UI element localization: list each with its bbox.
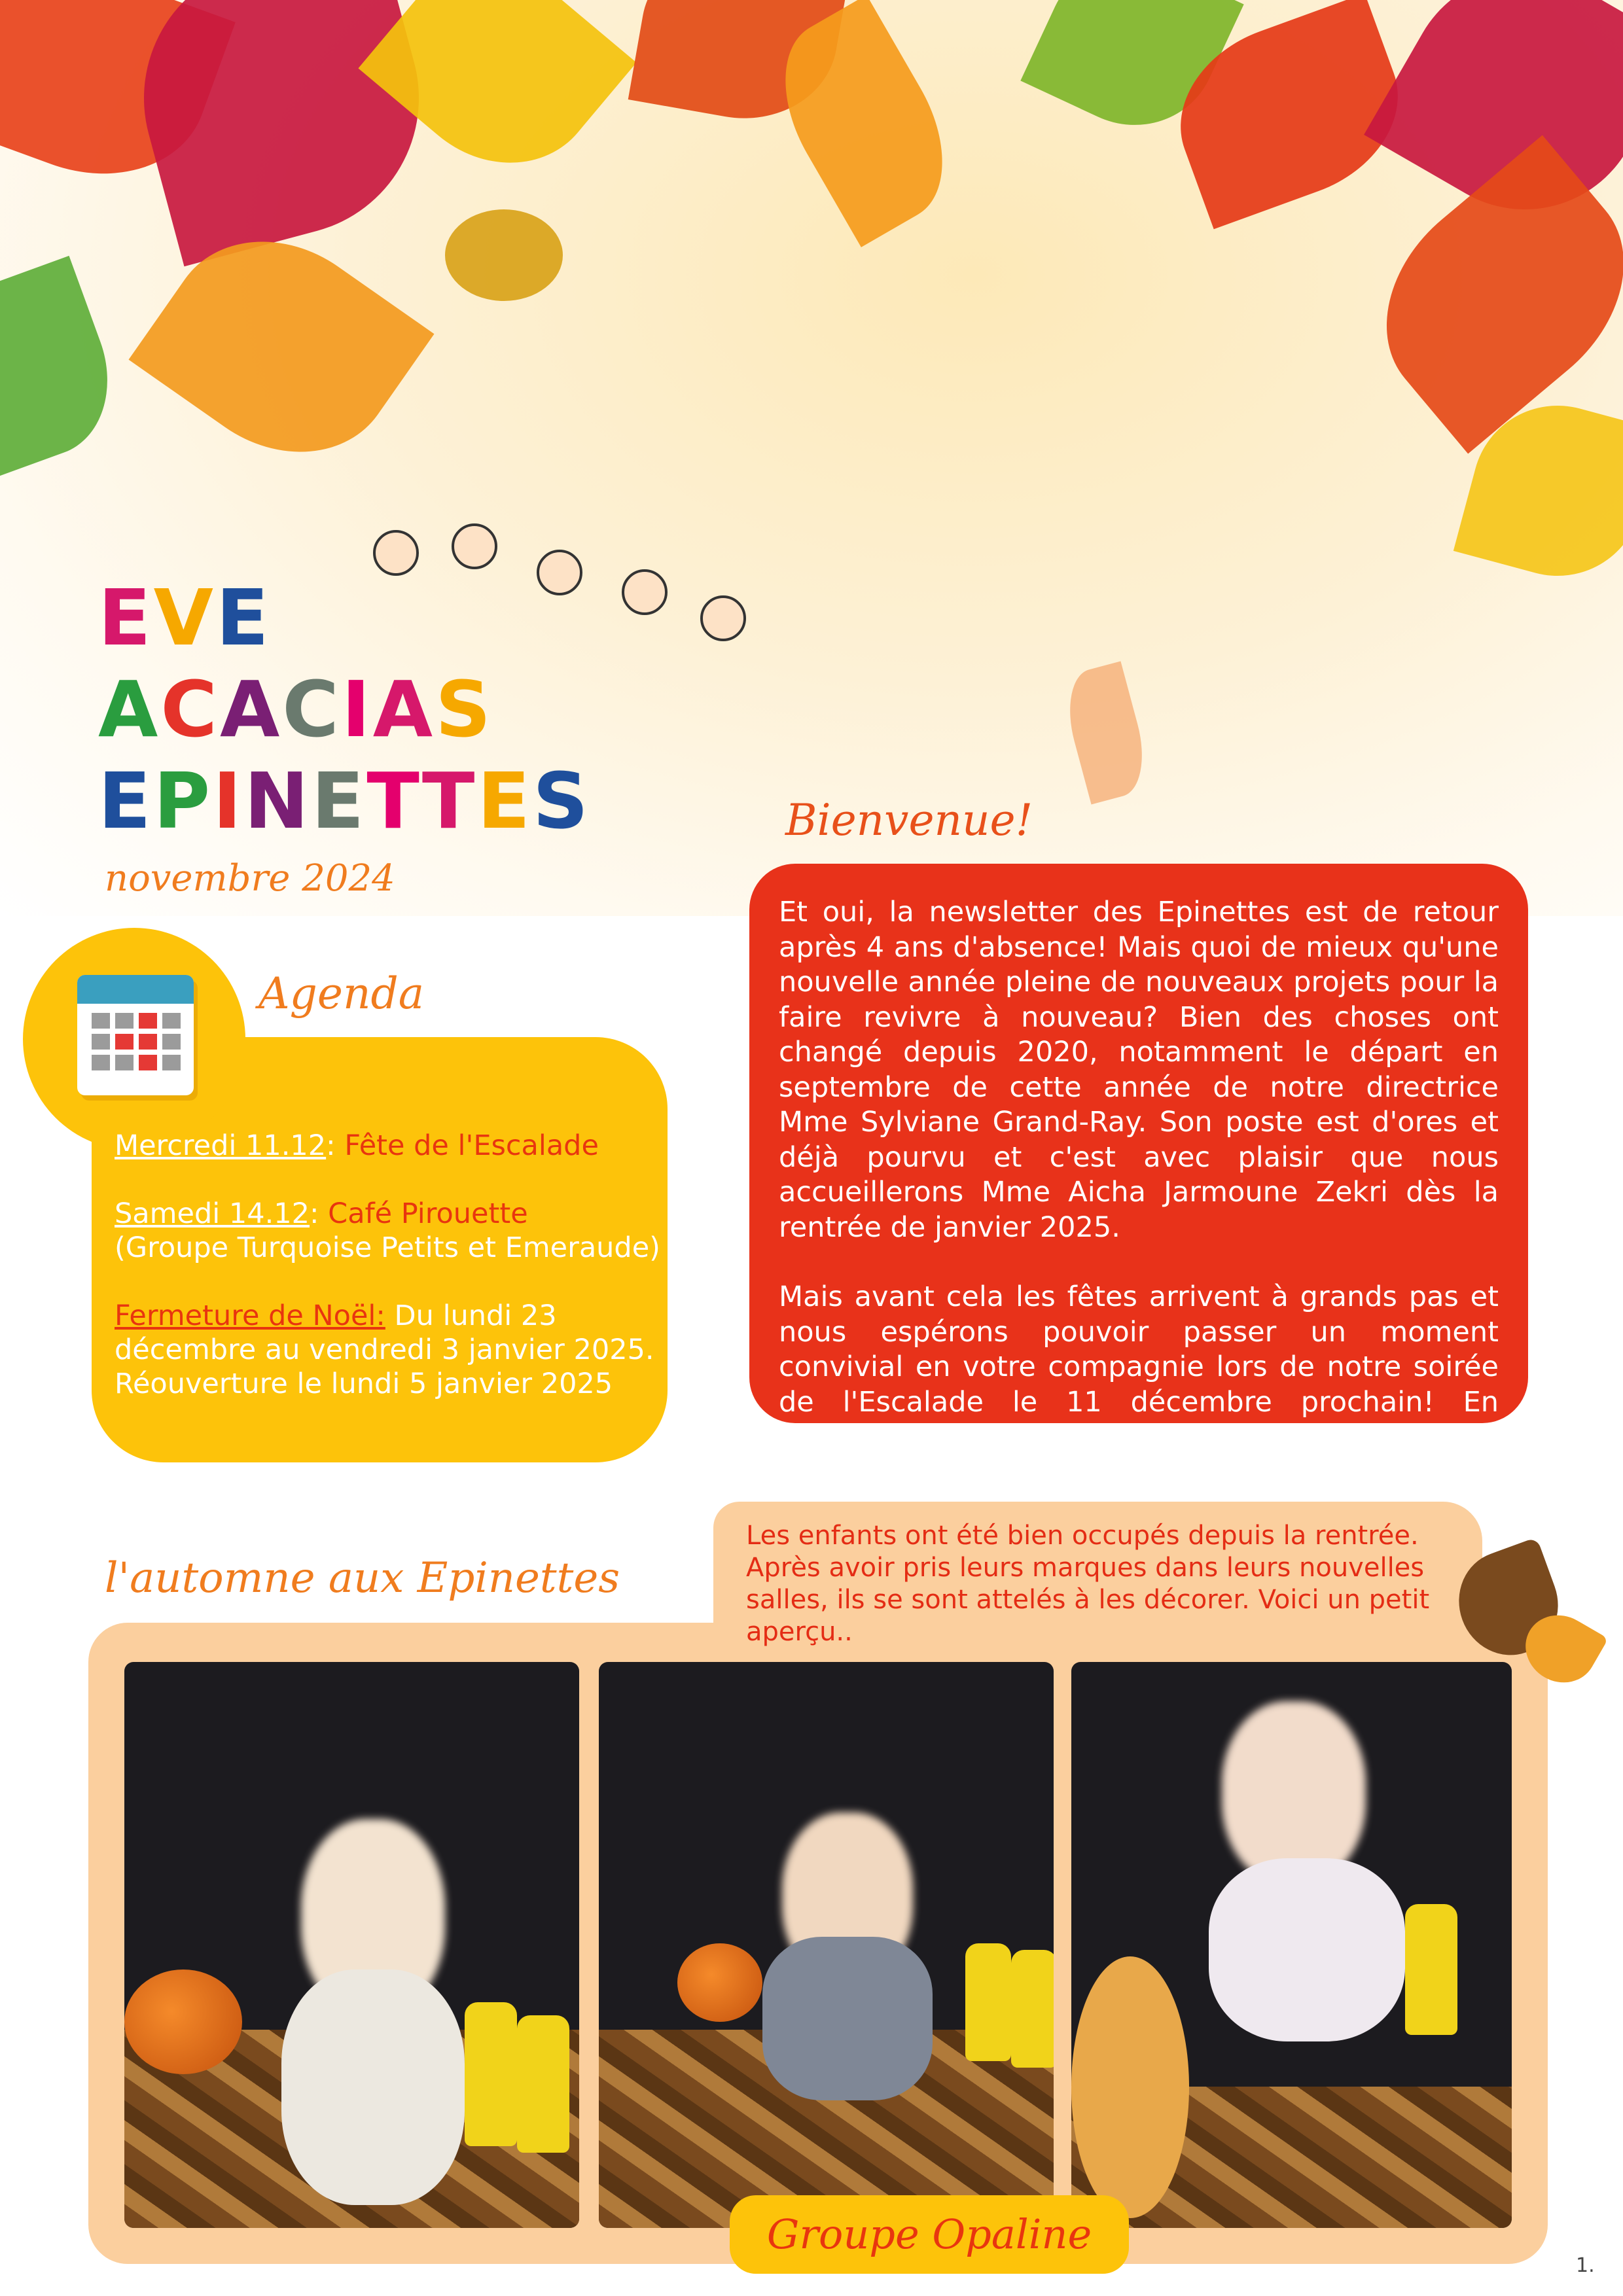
issue-date: novembre 2024 bbox=[105, 857, 395, 900]
agenda-date: Fermeture de Noël: bbox=[115, 1299, 385, 1332]
photo-child-3 bbox=[1071, 1662, 1512, 2228]
agenda-title: Agenda bbox=[259, 968, 425, 1019]
logo-line-3: EPINETTES bbox=[98, 756, 591, 846]
calendar-icon bbox=[77, 975, 194, 1095]
page-number: 1. bbox=[1576, 2254, 1595, 2277]
agenda-date: Samedi 14.12 bbox=[115, 1197, 310, 1230]
welcome-paragraph: Et oui, la newsletter des Epinettes est de retour après 4 ans d'absence! Mais quoi de mieux qu'une nouvelle année pleine de nouveaux projets pour la faire revivre à nouveau? Bien des choses ont changé depuis 2020, notamment le départ en septembre de cette année de notre directrice Mme Sylviane Grand-Ray. Son poste est d'ores et déjà pourvu et c'est avec plaisir que nous accueillerons Mme Aicha Jarmoune Zekri dès la rentrée de janvier 2025. bbox=[779, 896, 1499, 1244]
autumn-intro-text: Les enfants ont été bien occupés depuis la rentrée. Après avoir pris leurs marques dans leurs nouvelles salles, ils se sont attelés à les décorer. Voici un petit aperçu.. bbox=[746, 1521, 1430, 1647]
separator: : bbox=[310, 1197, 319, 1230]
photo-child-1 bbox=[124, 1662, 579, 2228]
photo-child-2 bbox=[599, 1662, 1054, 2228]
agenda-item bbox=[115, 1129, 664, 1163]
agenda-event: Café Pirouette bbox=[328, 1197, 528, 1230]
group-label: Groupe Opaline bbox=[730, 2195, 1129, 2274]
children-illustration bbox=[360, 523, 766, 720]
agenda-date: Mercredi 11.12 bbox=[115, 1129, 327, 1162]
agenda-list bbox=[115, 1129, 664, 1435]
agenda-item bbox=[115, 1197, 664, 1265]
welcome-paragraph: Mais avant cela les fêtes arrivent à grands pas et nous espérons pouvoir passer un moment convivial en votre compagnie lors de notre soirée de l'Escalade le 11 décembre prochain! En attendant, bonne lecture! bbox=[779, 1280, 1499, 1453]
agenda-item bbox=[115, 1299, 664, 1401]
agenda-event: Du lundi 23 décembre au vendredi 3 janvier 2025. Réouverture le lundi 5 janvier 2025 bbox=[115, 1299, 654, 1400]
agenda-note: (Groupe Turquoise Petits et Emeraude) bbox=[115, 1231, 660, 1264]
logo-line-1: EVE bbox=[98, 573, 272, 663]
welcome-title: Bienvenue! bbox=[785, 795, 1033, 845]
separator: : bbox=[326, 1129, 336, 1162]
welcome-panel bbox=[749, 864, 1528, 1453]
agenda-event: Fête de l'Escalade bbox=[344, 1129, 599, 1162]
autumn-title: l'automne aux Epinettes bbox=[105, 1554, 620, 1602]
autumn-intro bbox=[713, 1502, 1482, 1652]
logo-line-2: ACACIAS bbox=[98, 664, 494, 754]
